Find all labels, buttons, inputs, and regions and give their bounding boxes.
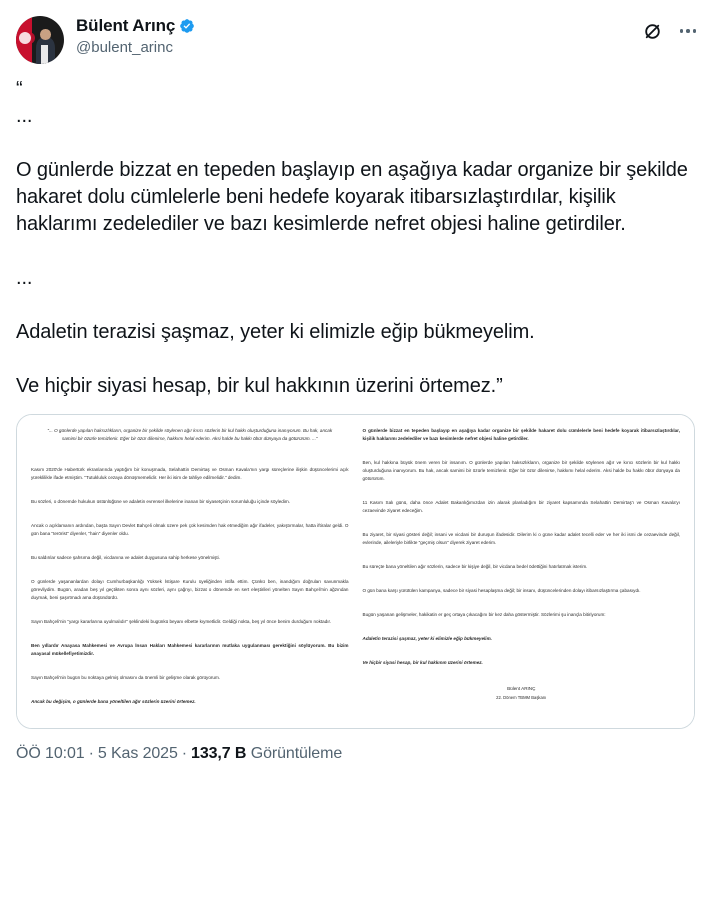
- doc-spacer: [31, 457, 349, 466]
- tweet-metadata: [0, 729, 711, 763]
- document-paragraph: Ben yıllardır Anayasa Mahkemesi ve Avrupa İnsan Hakları Mahkemesi kararlarının mutlaka uygulanması gerektiğini söylüyorum. Bu bizim anayasal mükellefiyetimizdir.: [31, 643, 349, 657]
- avatar-crescent-shape: [19, 32, 31, 44]
- document-sheet: [17, 415, 694, 728]
- document-paragraph: "... O günlerde yapılan haksızlıkların, organize bir şekilde söylenen ağır kırıcı sözlerin bir kul hakkı oluşturduğuna inanıyorum. Bu hak, ancak samimi bir özürle temizlenir. Eğer bir özür dilenirse, hakkımı helal ederim. Aksi halde bu hakkı öbür dünyaya da götürürüm. ...": [47, 428, 333, 442]
- tweet-date: 5 Kas 2025: [97, 744, 178, 762]
- document-paragraph: Bugün yaşanan gelişmeler, hakikatin er geç ortaya çıkacağını bir kez daha göstermiştir. Sözlerimi şu inançla bitiriyorum:: [362, 612, 606, 618]
- document-paragraph: Ve hiçbir siyasi hesap, bir kul hakkının üzerini örtemez.: [362, 660, 483, 666]
- document-paragraph: Sayın Bahçeli'nin bugün bu noktaya gelmiş olmasını da önemli bir gelişme olarak görüyorum.: [31, 675, 221, 681]
- doc-spacer: [363, 650, 681, 659]
- document-left-column: [31, 427, 349, 714]
- display-name: Bülent Arınç: [76, 16, 176, 35]
- document-paragraph: Kasım 2020'de Habertürk ekranlarında yaptığım bir konuşmada, Selahattin Demirtaş ve Osman Kavala'nın yargı süreçlerine ilişkin düşüncelerimi açık yüreklilikle ifade etmiştim. "Tutukluluk cezaya dönüşmemelidir. Her iki isim de tahliye edilmelidir." dedim.: [31, 467, 349, 481]
- dot-2: [686, 29, 690, 33]
- tweet-paragraph-spacer: [16, 292, 695, 319]
- avatar-shirt-shape: [41, 45, 48, 64]
- tweet-paragraph-spacer: [16, 130, 695, 157]
- author-handle[interactable]: @bulent_arinc: [76, 38, 173, 56]
- tweet-paragraph-spacer: [16, 238, 695, 265]
- tweet-text: [0, 64, 711, 400]
- tweet-paragraph: Adaletin terazisi şaşmaz, yeter ki elimizle eğip bükmeyelim.: [16, 321, 535, 343]
- doc-spacer: [363, 554, 681, 563]
- document-signature-name: Bülent ARINÇ: [507, 686, 536, 692]
- doc-spacer: [363, 522, 681, 531]
- verified-badge-icon: [179, 18, 195, 34]
- tweet-paragraph: ...: [16, 105, 33, 127]
- tweet-paragraph: “: [16, 78, 23, 100]
- doc-spacer: [31, 633, 349, 642]
- dot-1: [680, 29, 684, 33]
- views-count: 133,7 B: [191, 744, 247, 762]
- metadata-separator: ·: [88, 744, 94, 762]
- document-paragraph: Bu süreçte bana yöneltilen ağır sözlerin, sadece bir kişiye değil, bir vicdana bedel ödettiğini hatırlatmak isterim.: [362, 564, 588, 570]
- document-paragraph: Bu sözleri, o dönemde hukukun üstünlüğüne ve adaletin evrensel ilkelerine inanan bir siyasetçinin sorumluluğu içinde söyledim.: [31, 499, 290, 505]
- document-paragraph: Bu saldırılar sadece şahsıma değil, vicdanına ve adalet duygusuna sahip herkese yönelmişti.: [31, 555, 220, 561]
- document-paragraph: Ancak bu değişim, o günlerde bana yöneltilen ağır sözlerin üzerini örtemez.: [31, 699, 196, 705]
- more-options-icon[interactable]: [677, 20, 699, 42]
- tweet-paragraph: Ve hiçbir siyasi hesap, bir kul hakkının üzerini örtemez.”: [16, 375, 503, 397]
- avatar[interactable]: [16, 16, 64, 64]
- document-paragraph: Ben, kul hakkına büyük önem veren bir insanım. O günlerde yapılan haksızlıkların, organize bir şekilde söylenen ağır ve kırıcı sözlerin bir kul hakkı oluşturduğuna inanıyorum. Bu hak, ancak samimi bir özürle temizlenir. Eğer bir özür dilenirse, hakkımı helal ederim. Aksi halde bu hakkı öbür dünyaya da götürürüm.: [362, 460, 680, 482]
- doc-spacer: [363, 578, 681, 587]
- grok-icon[interactable]: [641, 20, 663, 42]
- display-name-row[interactable]: [76, 16, 195, 36]
- tweet-paragraph: O günlerde bizzat en tepeden başlayıp en aşağıya kadar organize bir şekilde hakaret dolu cümlelerle beni hedefe koyarak itibarsızlaştırdılar, kişilik haklarımı zedelediler ve bazı kesimlerde nefret objesi haline getirdiler.: [16, 159, 688, 235]
- document-paragraph: Ancak o açıklamanın ardından, başta Sayın Devlet Bahçeli olmak üzere pek çok kesimden hak etmediğim ağır ifadeler, yakıştırmalar, hatta iftiralar geldi. O gün bana "terörist" diyenler, "hain" diyenler oldu.: [31, 523, 349, 537]
- more-dots: [680, 29, 697, 33]
- tweet-paragraph-spacer: [16, 346, 695, 373]
- document-paragraph: Bu ziyaret, bir siyasi gösteri değil; insani ve vicdani bir duruşun ifadesidir. Dilerim ki o güne kadar adalet tecelli eder ve her iki ismi de cezaevinde değil, evlerinde, aileleriyle birlikte "geçmiş olsun" diyerek ziyaret ederim.: [362, 532, 680, 546]
- doc-spacer: [363, 602, 681, 611]
- doc-spacer: [31, 513, 349, 522]
- views-label: Görüntüleme: [250, 744, 343, 762]
- avatar-head-shape: [40, 29, 51, 40]
- document-paragraph: O günlerde yaşananlardan dolayı Cumhurbaşkanlığı Yüksek İstişare Kurulu üyeliğinden istifa ettim. Çünkü ben, inandığım doğruları savunmakla görevliydim. Bugün, aradan beş yıl geçtikten sonra aynı sözleri, aynı çağrıyı, bizzat o dönemde en sert eleştirileri yönelten Sayın Bahçeli'nin ağzından duymak, beni şaşırtmadı ama düşündürdü.: [31, 579, 349, 601]
- doc-spacer: [31, 489, 349, 498]
- author-name-block: [76, 16, 195, 56]
- header-actions: [641, 20, 699, 42]
- doc-spacer: [31, 689, 349, 698]
- document-paragraph: O günlerde bizzat en tepeden başlayıp en aşağıya kadar organize bir şekilde hakaret dolu cümlelerle beni hedefe koyarak itibarsızlaştırdılar, kişilik haklarımı zedelediler ve bazı kesimlerde nefret objesi haline getirdiler.: [362, 428, 680, 442]
- document-signature-role: 22. Dönem TBMM Başkanı: [496, 695, 547, 701]
- metadata-separator: ·: [181, 744, 188, 762]
- document-paragraph: Sayın Bahçeli'nin "yargı kararlarına uyulmalıdır" şeklindeki bugünkü beyanı elbette kıymetlidir. Geldiği nokta, beş yıl önce benim durduğum noktadır.: [31, 619, 332, 625]
- tweet-time: ÖÖ 10:01: [16, 744, 85, 762]
- embedded-document-image[interactable]: [16, 414, 695, 729]
- document-paragraph: O gün bana karşı yürütülen kampanya, sadece bir siyasi hesaplaşma değil; bir insanı, düşüncelerinden dolayı itibarsızlaştırma çabasıydı.: [362, 588, 641, 594]
- doc-spacer: [363, 626, 681, 635]
- document-right-column: [363, 427, 681, 714]
- dot-3: [693, 29, 697, 33]
- document-paragraph: Adaletin terazisi şaşmaz, yeter ki elimizle eğip bükmeyelim.: [362, 636, 492, 642]
- doc-spacer: [31, 569, 349, 578]
- doc-spacer: [31, 665, 349, 674]
- tweet-paragraph: ...: [16, 267, 33, 289]
- doc-spacer: [31, 609, 349, 618]
- doc-spacer: [363, 450, 681, 459]
- doc-spacer: [363, 490, 681, 499]
- document-paragraph: 11 Kasım Salı günü, daha önce Adalet Bakanlığımızdan izin alarak planladığım bir ziyaret kapsamında Selahattin Demirtaş'ı ve Osman Kavala'yı cezaevinde ziyaret edeceğim.: [362, 500, 680, 514]
- doc-spacer: [31, 545, 349, 554]
- tweet-header: [0, 0, 711, 64]
